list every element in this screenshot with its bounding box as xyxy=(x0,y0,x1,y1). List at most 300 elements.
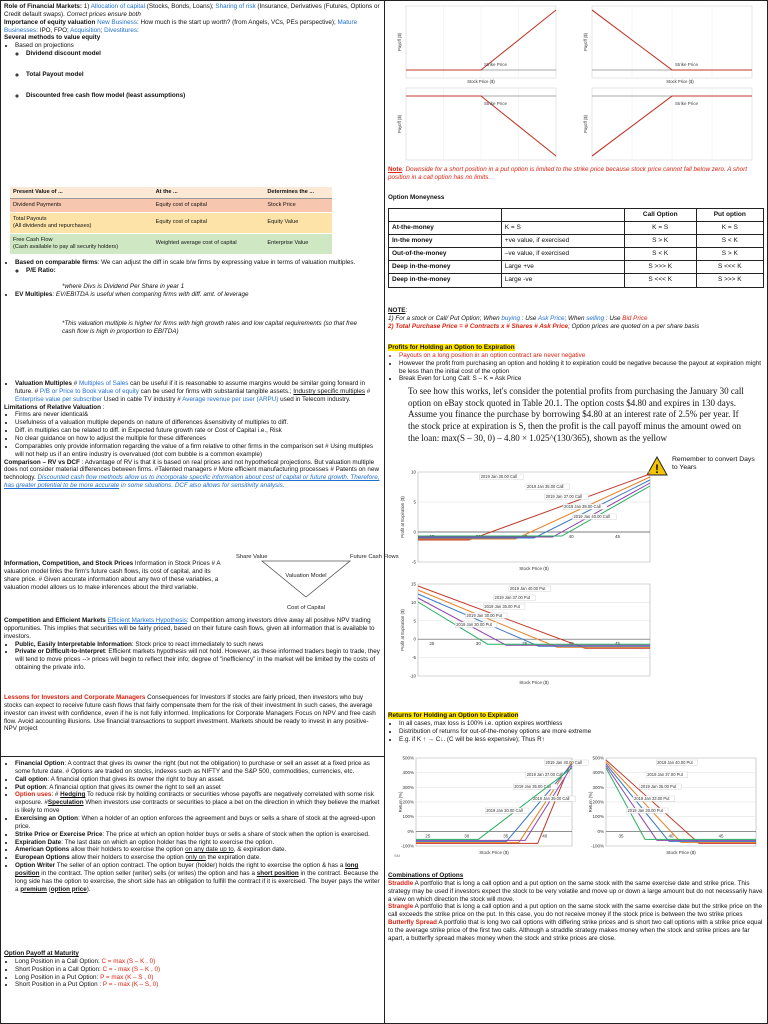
table-cell: Enterprise Value xyxy=(264,233,332,254)
list-item xyxy=(15,641,380,649)
t: : # xyxy=(51,791,61,799)
t: Average revenue per user (ARPU) xyxy=(182,395,279,403)
table-cell: Equity cost of capital xyxy=(153,212,265,233)
note-bid-ask xyxy=(388,307,764,331)
list-item: • Break Even for Long Call: S – K = Ask Price xyxy=(399,375,764,383)
remember-text: Remember to convert Days to Years xyxy=(672,456,755,472)
valuation-multiples-section xyxy=(4,380,380,490)
payoff-panel xyxy=(397,88,556,160)
table-cell: At-the-money xyxy=(389,221,502,234)
t: A portfolio that is long two call options with differing strike prices and is short two call options with a strike price equal to the average strike price of the first two calls. Although a straddle strategy makes money when the stock and strike prices are far apart, a butterfly spread makes money when the stock and strike prices are close. xyxy=(388,919,763,942)
emh-section xyxy=(4,617,380,672)
t: : EV/EBITDA is useful when comparing firms with diff. amt. of leverage xyxy=(52,290,249,298)
table-cell: S >>> K xyxy=(624,261,696,274)
t: Option uses xyxy=(15,791,52,799)
t: # xyxy=(365,387,371,395)
moneyness-table xyxy=(388,208,764,288)
series-label: 2019 Jan 37.00 Put xyxy=(494,595,531,600)
t: allow their holders to exercise the option xyxy=(69,854,186,862)
y-tick-label: -100% xyxy=(590,843,604,849)
payoff-panel xyxy=(583,88,752,160)
y-tick-label: 100% xyxy=(402,814,414,820)
series-label: 2019 Jan 30.00 Call xyxy=(486,808,523,813)
strike-label: Strike Price xyxy=(675,101,699,106)
list-item: • Firms are never identical& xyxy=(15,411,380,419)
list-item xyxy=(15,776,380,784)
x-tick-label: 40 xyxy=(568,534,574,539)
t: : A financial option that gives its owner the right to sell an asset xyxy=(46,783,221,791)
y-tick-label: -5 xyxy=(411,655,416,661)
t: : A financial option that gives its owner the right to buy an asset. xyxy=(47,775,225,783)
returns-section xyxy=(388,712,764,743)
comparison-paragraph xyxy=(4,459,380,490)
straddle-label: Straddle xyxy=(388,879,414,887)
list-item xyxy=(15,784,380,792)
ddm-label: Dividend discount model xyxy=(26,50,101,58)
list-item xyxy=(15,958,380,966)
list-item xyxy=(15,854,380,862)
t: : The last date on which an option holder has the right to exercise the option. xyxy=(61,838,275,846)
t: ; Option prices are quoted on a per share basis xyxy=(567,322,700,330)
t: (Insurance, Derivatives (Futures, Options or Credit default swaps). xyxy=(4,3,380,18)
payoff-list xyxy=(4,958,380,989)
butterfly-label: Butterfly Spread xyxy=(388,919,437,927)
y-tick-label: -5 xyxy=(411,559,416,565)
series-label: 2019 Jan 35.00 Put xyxy=(640,784,677,789)
y-tick-label: 5 xyxy=(413,618,416,624)
table-cell: Total Payouts (All dividends and repurchases) xyxy=(10,212,153,233)
payoff-panel xyxy=(397,6,556,84)
moneyness-title: Option Moneyness xyxy=(388,194,445,201)
x-tick-label: 40 xyxy=(568,641,574,647)
combos-title: Combinations of Options xyxy=(388,872,464,879)
t: can be useful if it is reasonable to assume margins would be similar going forward in future. # xyxy=(15,380,366,395)
y-axis-label: Profit at Expiration ($) xyxy=(400,496,405,538)
list-item xyxy=(15,815,380,831)
y-tick-label: 0 xyxy=(413,529,416,535)
puts-profit-chart xyxy=(392,578,764,690)
x-tick-label: 25 xyxy=(425,833,431,839)
table-cell: S > K xyxy=(696,248,763,261)
strike-label: Strike Price xyxy=(675,62,699,67)
t: : xyxy=(405,307,408,314)
list-item xyxy=(15,966,380,974)
svg-text:!: ! xyxy=(655,462,659,476)
list-item xyxy=(15,380,380,404)
series-label: 2019 Jan 30.00 Call xyxy=(480,474,518,479)
x-tick-label: 30 xyxy=(475,641,481,647)
y-tick-label: 0% xyxy=(407,828,414,834)
t: in some situations. DCF also allows for sensitivity analysis. xyxy=(119,482,285,490)
t: : Efficient markets hypothesis will not hold. However, as these informed traders begin to trade, they will tend to move prices --> prices will begin to reflect their info; degree of "inefficiency" in the market will be limited by the costs of obtaining the private info. xyxy=(15,648,380,672)
list-item xyxy=(15,791,380,815)
t: ). xyxy=(86,885,91,893)
list-item xyxy=(15,291,380,299)
series-label: 2019 Jan 40.00 Put xyxy=(657,760,693,765)
t: 2) Total Purchase Price = # Contracts x # Shares # Ask Price xyxy=(388,322,568,330)
t: : Stock price to react immediately to such news xyxy=(131,640,264,648)
table-cell: K = S xyxy=(501,221,624,234)
role-paragraph xyxy=(4,3,380,19)
t: 1) For a stock or Call/ Put Option; When xyxy=(388,314,502,322)
table-cell: S > K xyxy=(624,235,696,248)
payoff-panel xyxy=(583,6,752,84)
ebitda-note: *This valuation multiple is higher for firms with high growth rates and low capital requirements (so that free cash flow is high in proportion to EBITDA) xyxy=(62,320,358,336)
payoff-formula: C = - max (S – K , 0) xyxy=(102,965,161,973)
moneyness-section xyxy=(388,194,764,288)
table-cell: Weighted average cost of capital xyxy=(153,233,265,254)
y-tick-label: 100% xyxy=(592,814,604,820)
t: To reduce risk by holding contracts or securities whose payoffs are negatively correlated with some risk exposure. # xyxy=(15,791,374,807)
limitations-list xyxy=(4,411,380,458)
list-item xyxy=(15,846,380,854)
textbook-excerpt: To see how this works, let's consider the potential profits from purchasing the January 30 call option on eBay stock quoted in Table 20.1. The option costs $4.80 and expires in 130 days. Assume you finance the purchase by borrowing $4.80 at an interest rate of 2.5% per year. If the stock price at expiration is S, then the profit is the call payoff minus the amount owed on the loan: max(S – 30, 0) – 4.80 × 1.025^(130/365), shown as the yellow xyxy=(408,386,744,443)
present-value-table xyxy=(10,187,332,255)
series-label: 2019 Jan 30.00 Put xyxy=(456,622,492,627)
left-section-divider xyxy=(0,756,384,757)
y-tick-label: 300% xyxy=(402,784,414,790)
table-header-cell xyxy=(501,208,624,221)
list-item: • Comparables only provide information regarding the value of a firm relative to other firms in the comparison set # Using multiples will not help us if an entire industry is overvalued (dot com bubble is a common example) xyxy=(15,443,380,459)
comparison-label: Comparison – RV vs DCF xyxy=(4,458,80,466)
y-tick-label: -100% xyxy=(400,843,414,849)
lessons-label: Lessons for Investors and Corporate Managers xyxy=(4,694,146,701)
series-label: 2019 Jan 35.00 Call xyxy=(527,484,564,489)
x-tick-label: 25 xyxy=(429,534,435,539)
t: ; When xyxy=(564,314,587,322)
future-cf-label: Future Cash Flows xyxy=(350,554,399,560)
table-row xyxy=(389,248,764,261)
share-risk-term: Sharing of risk xyxy=(215,3,256,10)
profits-title: Profits for Holding an Option to Expiration xyxy=(388,344,515,351)
t: P/B or Price to Book value of equity xyxy=(39,387,139,395)
comp-lead: Based on comparable firms xyxy=(15,259,98,266)
table-cell: Large +ve xyxy=(501,261,624,274)
t: A portfolio that is long a call option and a put option on the same stock with the same exercise date and strike price. This strategy may be used if investors expect the stock to be very volatile and move up or down a large amount but do not necessarily have a view on which direction the stock will move. xyxy=(388,879,763,903)
t: allow their holders to exercise the option xyxy=(69,846,186,854)
t: Consequences for Investors If stocks are fairly priced, then investors who buy stocks can expect to receive future cash flows that fairly compensate them for the risk of their investment In such cases, the average investor can invest with confidence, even if he is not fully informed. Implications for Corporate Managers Focus on NPV and free cash flow. Avoid accounting illusions. Use financial transactions to support investment. Markets should be ready to invest in any positive-NPV project xyxy=(4,694,376,733)
footer-mark: SM xyxy=(394,853,400,858)
t: : When a holder of an option enforces the agreement and buys or sells a share of stock at the agreed-upon price. xyxy=(15,815,376,830)
table-row xyxy=(10,233,332,254)
payoff-title: Option Payoff at Maturity xyxy=(4,950,79,957)
payoff-label: Long Position in a Call Option: xyxy=(15,957,102,965)
t: Multiples of Sales xyxy=(79,380,129,387)
t: (Stocks, Bonds, Loans); xyxy=(145,3,216,10)
table-cell: Dividend Payments xyxy=(10,198,153,212)
y-tick-label: 200% xyxy=(592,799,604,805)
y-tick-label: 400% xyxy=(592,770,604,776)
column-divider xyxy=(384,0,385,1024)
list-item xyxy=(15,760,380,776)
ev-label: EV Multiples xyxy=(15,290,53,298)
table-header-cell: Present Value of ... xyxy=(10,187,153,198)
t: Speculation xyxy=(47,799,84,807)
pe-label: P/E Ratio: xyxy=(26,266,56,274)
x-axis-label: Stock Price ($) xyxy=(479,850,509,855)
acquisition-term: Acquisition xyxy=(70,26,101,34)
list-item xyxy=(26,92,380,100)
t: : Use xyxy=(604,314,623,322)
list-item xyxy=(15,648,380,672)
x-axis-label: Stock Price ($) xyxy=(666,850,696,855)
importance-paragraph xyxy=(4,19,380,35)
t: Exercising an Option xyxy=(15,815,78,823)
table-header-row xyxy=(389,208,764,221)
t: : xyxy=(186,617,191,624)
table-cell: Stock Price xyxy=(264,198,332,212)
table-row xyxy=(389,261,764,274)
info-title: Information, Competition, and Stock Prices xyxy=(4,560,134,567)
valuation-triangle-diagram xyxy=(232,553,399,615)
t: can be used for firms with substantial tangible assets.; xyxy=(138,387,294,395)
new-business-term: New Business xyxy=(95,18,137,26)
table-row xyxy=(389,274,764,287)
t: Discounted cash flow methods allow us to incorporate specific information about cost of capital or future growth. Therefore, has greater potential to be xyxy=(4,474,380,490)
t: Note xyxy=(388,166,402,173)
list-item xyxy=(15,259,380,275)
y-tick-label: 400% xyxy=(402,770,414,776)
table-cell: S >>> K xyxy=(696,274,763,287)
t: only on xyxy=(185,854,206,862)
table-header-cell: Determines the ... xyxy=(264,187,332,198)
table-cell: Deep in-the-money xyxy=(389,274,502,287)
allocation-term: Allocation of capital xyxy=(90,3,146,10)
table-cell: Free Cash Flow (Cash available to pay all security holders) xyxy=(10,233,153,254)
t: more accurate xyxy=(78,482,120,490)
t: When investors use contracts or securities to place a bet on the direction in which they believe the market is likely to move xyxy=(15,799,380,815)
calls-profit-chart xyxy=(392,466,764,576)
series-line xyxy=(606,768,756,839)
t: Private or Difficult-to-Interpret xyxy=(15,648,105,656)
t: in the contract. Because the long side has the option to exercise, the short side has an obligation to fulfill the contract if it is exercised. The buyer pays the writer a xyxy=(15,870,380,893)
strike-label: Strike Price xyxy=(484,62,508,67)
series-label: 2019 Jan 30.00 Put xyxy=(627,808,663,813)
puts-return-chart xyxy=(582,754,764,860)
table-header-cell xyxy=(389,208,502,221)
information-section xyxy=(4,560,226,591)
x-tick-label: 40 xyxy=(668,833,674,839)
table-cell: S <<< K xyxy=(696,261,763,274)
payoff-label: Short Position in a Call Option: xyxy=(15,965,103,973)
t: used in Telecom industry. xyxy=(278,395,351,403)
x-tick-label: 45 xyxy=(718,833,724,839)
t: : A contract that gives its owner the right (but not the obligation) to purchase or sell an asset at a fixed price as some future date. # Options are traded on stocks, indexes such as NIFTY and the S&P 500, commodities, currencies, etc. xyxy=(15,760,370,775)
y-tick-label: 15 xyxy=(410,581,416,587)
t: : Downside for a short position in a put option is limited to the strike price because stock price cannot fall below zero. A short position in a call option has no limits. xyxy=(388,166,747,181)
list-item: • Payouts on a long position in an option contract are never negative xyxy=(399,352,764,360)
t: Call option xyxy=(15,775,48,783)
t: ( xyxy=(46,885,51,893)
payoff-label: Short Position in a Put Option : xyxy=(15,981,103,989)
list-item xyxy=(15,981,380,989)
lessons-section xyxy=(4,694,380,733)
calls-return-chart xyxy=(390,754,580,860)
t: Ask Price xyxy=(537,314,565,322)
table-cell: Equity cost of capital xyxy=(153,198,265,212)
t: # xyxy=(72,380,80,387)
triangle-shape xyxy=(262,561,350,597)
table-header-cell: Put option xyxy=(696,208,763,221)
table-cell: In-the money xyxy=(389,235,502,248)
payoff-formula: P = - max (K – S, 0) xyxy=(102,981,159,989)
list-item xyxy=(15,862,380,893)
intro-section xyxy=(4,3,380,100)
combinations-section xyxy=(388,872,764,943)
series-label: 2019 Jan 39.00 Call xyxy=(564,504,601,509)
role-label: Role of Financial Markets: xyxy=(4,3,83,10)
t: long position xyxy=(15,862,359,878)
strangle-label: Strangle xyxy=(388,903,414,911)
series-line xyxy=(418,594,650,646)
divs-note: *where Divs is Dividend Per Share in year 1 xyxy=(62,282,185,290)
t: buying xyxy=(501,314,520,322)
list-item xyxy=(26,267,380,275)
table-row xyxy=(389,235,764,248)
t: : The price at which an option holder buys or sells a share of stock when the option is exercised. xyxy=(102,830,370,838)
t: : Use xyxy=(519,314,538,322)
table-cell: S < K xyxy=(624,248,696,261)
dcf-label: Discounted free cash flow model (least assumptions) xyxy=(26,91,186,99)
t: the expiration date. xyxy=(205,854,262,862)
series-label: 2019 Jan 39.00 Call xyxy=(533,796,570,801)
list-item: • Diff. in multiples can be related to diff. in Expected future growth rate or Cost of Capital i.e., Risk xyxy=(15,427,380,435)
t: Enterprise value per subscriber xyxy=(15,395,103,403)
t: Put option xyxy=(15,783,47,791)
t: Correct prices ensure both xyxy=(66,10,141,18)
list-item xyxy=(15,42,380,99)
t: : xyxy=(100,403,105,411)
t: : How much is the start up worth? (from Angels, VCs, PEs perspective); xyxy=(136,18,338,26)
t: Industry specific multiples xyxy=(293,387,366,395)
table-header-cell: At the ... xyxy=(153,187,265,198)
returns-title: Returns for Holding an Option to Expiration xyxy=(388,712,519,719)
y-axis-label: Return (%) xyxy=(398,791,403,813)
series-label: 2019 Jan 35.00 Put xyxy=(484,604,520,609)
t: , & expiration date. xyxy=(233,846,287,854)
table-cell: +ve value, if exercised xyxy=(501,235,624,248)
t: NOTE xyxy=(388,307,406,314)
table-row xyxy=(10,212,332,233)
t: selling xyxy=(586,314,605,322)
y-axis-label: Profit at Expiration ($) xyxy=(400,609,405,651)
divestiture-term: Divestitures xyxy=(104,26,138,34)
t: Hedging xyxy=(60,791,86,799)
y-tick-label: 5 xyxy=(413,499,416,505)
payoff-label: Long Position in a Put Option: xyxy=(15,973,101,981)
t: Bid Price xyxy=(622,314,648,322)
x-tick-label: 35 xyxy=(522,641,528,647)
t: : Advantage of RV is that it is based on real prices and not hypothetical projections. But valuation multiple does not consider material differences between firms. #Talented managers # More efficient manufacturing processes # Patents on new technology. xyxy=(4,458,379,482)
methods-list xyxy=(4,42,380,99)
limitations-heading: Limitations of Relative Valuation xyxy=(4,403,101,411)
x-tick-label: 45 xyxy=(615,534,621,539)
list-item: • No clear guidance on how to adjust the multiple for these differences xyxy=(15,435,380,443)
mature-term: Mature Businesses xyxy=(4,18,358,34)
x-tick-label: 35 xyxy=(522,534,528,539)
table-cell: K = S xyxy=(624,221,696,234)
list-item: • E.g. if K ↑ → C↓. (C will be less expensive); Thus R↑ xyxy=(399,736,764,744)
x-tick-label: 35 xyxy=(503,833,509,839)
table-cell: –ve value, if exercised xyxy=(501,248,624,261)
t: 1) xyxy=(82,3,91,10)
table-row xyxy=(10,198,332,212)
series-label: 2019 Jan 33.00 Put xyxy=(634,796,670,801)
y-tick-label: 0 xyxy=(413,636,416,642)
y-axis-label: Payoff ($) xyxy=(397,114,402,134)
list-item: • Usefulness of a valuation multiple depends on nature of differences &sensitivity of multiples to diff. xyxy=(15,419,380,427)
y-axis-label: Payoff ($) xyxy=(583,32,588,52)
list-item: • Distribution of returns for out-of-the-money options are more extreme xyxy=(399,728,764,736)
list-item xyxy=(15,839,380,847)
table-header-cell: Call Option xyxy=(624,208,696,221)
y-axis-label: Payoff ($) xyxy=(583,114,588,134)
x-axis-label: Stock Price ($) xyxy=(467,79,495,84)
table-cell: Equity Value xyxy=(264,212,332,233)
series-line xyxy=(418,483,650,537)
y-tick-label: 200% xyxy=(402,799,414,805)
table-header-row xyxy=(10,187,332,198)
x-tick-label: 30 xyxy=(475,534,481,539)
series-label: 2019 Jan 35.00 Call xyxy=(514,784,551,789)
payoff-graphs xyxy=(392,4,764,164)
cost-of-capital-label: Cost of Capital xyxy=(286,605,326,611)
table-cell: S <<< K xyxy=(624,274,696,287)
t: American Options xyxy=(15,846,70,854)
t: short position xyxy=(256,870,299,878)
t: A portfolio that is long a call option and a put option on the same stock with the same exercise date but the strike price on the call exceeds the strike price on the put. In this case, you do not receive money if the stock price is between the two strike prices xyxy=(388,903,763,919)
valuation-model-label: Valuation Model xyxy=(285,573,327,579)
t: Strike Price or Exercise Price xyxy=(15,830,103,838)
methods-heading: Several methods to value equity xyxy=(4,34,101,42)
x-axis-label: Stock Price ($) xyxy=(666,79,694,84)
t: in the contract. The option seller (writer) sells (or writes) the option and has a xyxy=(39,870,257,878)
t: premium xyxy=(20,885,47,893)
t: Used in cable TV industry # xyxy=(102,395,183,403)
y-tick-label: 0% xyxy=(597,828,604,834)
x-axis-label: Stock Price ($) xyxy=(519,680,549,685)
t: on any date up to xyxy=(185,846,234,854)
y-tick-label: -10 xyxy=(409,673,416,679)
list-item xyxy=(26,50,380,58)
series-label: 2019 Jan 37.00 Put xyxy=(647,772,683,777)
table-cell: K = S xyxy=(696,221,763,234)
t: Public, Easily Interpretable Information xyxy=(15,640,132,648)
t: : IPO, FPO; xyxy=(36,26,71,34)
t: Option Writer xyxy=(15,862,56,870)
emh-term: Efficient Markets Hypothesis xyxy=(107,617,187,624)
y-tick-label: 300% xyxy=(592,784,604,790)
series-label: 2019 Jan 30.00 Put xyxy=(466,613,503,618)
y-tick-label: 500% xyxy=(402,755,414,761)
pv-table xyxy=(10,187,332,255)
t: Expiration Date xyxy=(15,838,62,846)
profits-section xyxy=(388,344,764,383)
series-label: 2019 Jan 37.00 Call xyxy=(545,494,583,499)
tpm-label: Total Payout model xyxy=(26,71,84,79)
x-tick-label: 25 xyxy=(429,641,435,647)
x-tick-label: 45 xyxy=(615,641,621,647)
t: Information in Stock Prices # A valuation model links the firm's future cash flows, its cost of capital, and its share price. # Given accurate information about any two of these variables, a valuation model allows us to make inferences about the third variable. xyxy=(4,560,221,591)
emh-title: Competition and Efficient Markets xyxy=(4,617,106,624)
x-axis-label: Stock Price ($) xyxy=(519,566,549,571)
t: : We can adjust the diff in scale b/w firms by expressing value in terms of valuation multiples. xyxy=(97,259,356,266)
list-item: • However the profit from purchasing an option and holding it to expiration could be negative because the payout at expiration might be less than the initial cost of the option xyxy=(399,360,764,376)
t: European Options xyxy=(15,854,70,862)
table-cell: Deep in-the-money xyxy=(389,261,502,274)
list-item xyxy=(15,974,380,982)
series-label: 2019 Jan 40.00 Put xyxy=(509,586,546,591)
